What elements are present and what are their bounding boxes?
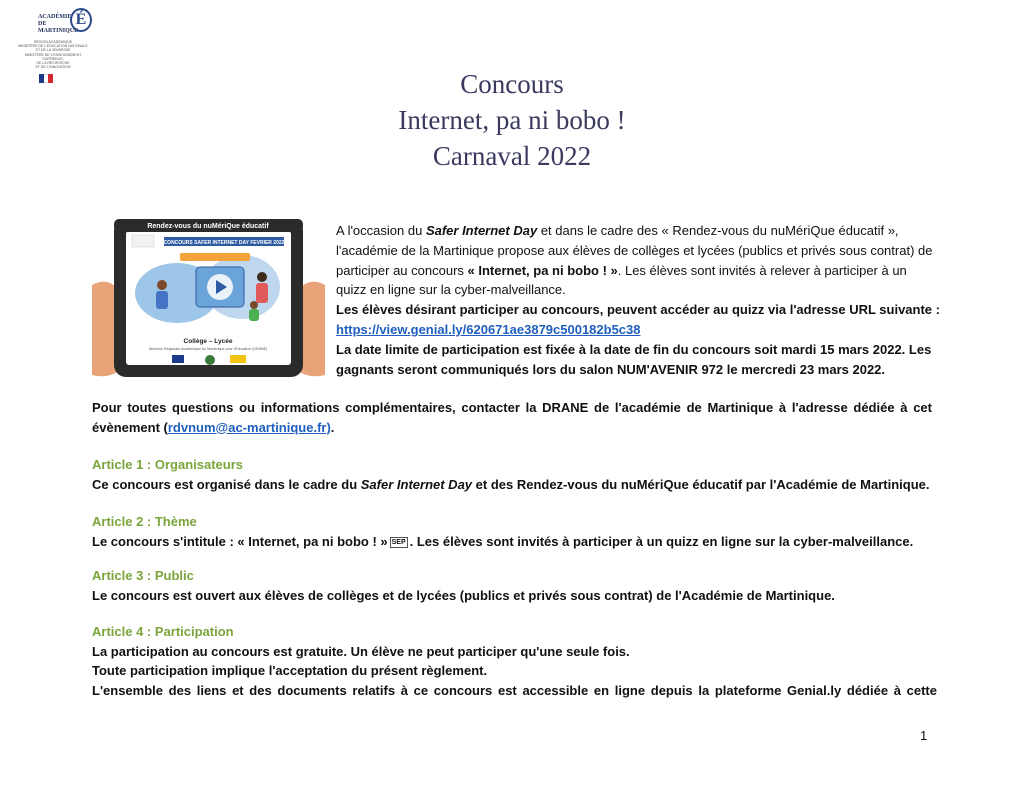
intro-paragraph-2 [336,300,940,340]
contact-paragraph [92,398,932,437]
logo-line: DE LA RECHERCHE [36,61,70,66]
article-text-part: . Les élèves sont invités à participer à un quizz en ligne sur la cyber-malveillance. [409,533,914,549]
logo-line: MINISTÈRE DE L'ÉDUCATION NATIONALE [18,44,88,49]
intro-text: Les élèves désirant participer au concours, peuvent accéder au quizz via l'adresse URL suivante : [336,302,940,318]
article-text-line: Toute participation implique l'acceptation du présent règlement. [92,663,488,678]
title-line-2: Internet, pa ni bobo ! [398,105,626,135]
title-line-1: Concours [460,69,564,99]
intro-section [336,221,940,379]
logo-mark [38,8,90,36]
academie-logo [18,8,88,88]
tablet-illustration-svg [92,215,325,382]
contest-name: « Internet, pa ni bobo ! » [237,533,388,549]
contest-name: « Internet, pa ni bobo ! » [467,262,618,278]
contact-end: . [330,419,335,435]
logo-letter: É [70,8,92,32]
article-heading: Article 2 : Thème [92,514,197,529]
safer-internet-day-text: Safer Internet Day [360,476,473,492]
logo-line: MINISTÈRE DE L'ENSEIGNEMENT SUPÉRIEUR, [24,52,82,61]
article-4 [92,622,937,700]
illustration-footer: Direction Régionale Académique du Numérique pour l'Éducation (DRANE) [148,347,268,351]
article-text [92,532,937,552]
logo-line: RÉGION ACADÉMIQUE [33,40,73,44]
title-line-3: Carnaval 2022 [432,141,592,171]
article-heading: Article 4 : Participation [92,624,234,639]
article-text: Le concours est ouvert aux élèves de collèges et de lycées (publics et privés sous contrat) de l'Académie de Martinique. [92,587,835,603]
logo-line: ET DE L'INNOVATION [35,65,71,70]
article-1 [92,455,937,494]
tablet-illustration [92,215,325,382]
intro-paragraph-3: La date limite de participation est fixée à la date de fin du concours soit mardi 15 mars 2022. Les gagnants seront communiqués lors du salon NUM'AVENIR 972 le mercredi 23 mars 2022. [336,341,932,377]
illustration-banner: Rendez-vous du nuMériQue éducatif [147,223,269,230]
article-text [92,475,937,495]
article-text-part: Le concours s'intitule : [92,533,238,549]
email-link[interactable]: rdvnum@ac-martinique.fr) [167,419,331,435]
logo-subtitle [18,40,88,69]
logo-title: ACADÉMIE DE MARTINIQUE [38,14,79,34]
contact-text: Pour toutes questions ou informations complémentaires, contacter la DRANE de l'académie de Martinique à l'adresse dédiée à cet évènement ( [92,400,932,435]
article-3 [92,566,937,605]
intro-paragraph-1 [336,221,940,300]
article-heading: Article 1 : Organisateurs [92,457,243,472]
safer-internet-day-text: Safer Internet Day [425,223,538,238]
french-flag-icon [39,74,53,83]
intro-text: et dans le cadre des « Rendez-vous du nuMériQue éducatif », l'académie de la Martinique propose aux élèves de collèges et lycées (publics et privés sous contrat) de participer au concours [336,223,933,278]
logo-line: ET DE LA JEUNESSE [35,48,71,53]
screen-title: CONCOURS SAFER INTERNET DAY FEVRIER 2022 [163,240,285,246]
intro-text: . Les élèves sont invités à relever à participer à un quizz en ligne sur la cyber-malveillance. [336,262,907,298]
article-2 [92,512,937,551]
article-text-line: L'ensemble des liens et des documents relatifs à ce concours est accessible en ligne depuis la plateforme Genial.ly dédiée à cette [92,682,937,698]
document-title [300,66,724,174]
article-text-line: La participation au concours est gratuite. Un élève ne peut participer qu'une seule fois. [92,643,630,659]
intro-text: A l'occasion du [336,223,426,238]
article-text-part: Ce concours est organisé dans le cadre du [92,476,361,492]
sep-marker: SEP [391,538,406,546]
page-number: 1 [920,728,928,743]
article-text-part: et des Rendez-vous du nuMériQue éducatif par l'Académie de Martinique. [472,476,930,492]
article-heading: Article 3 : Public [92,568,194,583]
genially-url-link[interactable]: https://view.genial.ly/620671ae3879c500182b5c38 [336,321,641,337]
illustration-level: Collège – Lycée [183,338,233,345]
